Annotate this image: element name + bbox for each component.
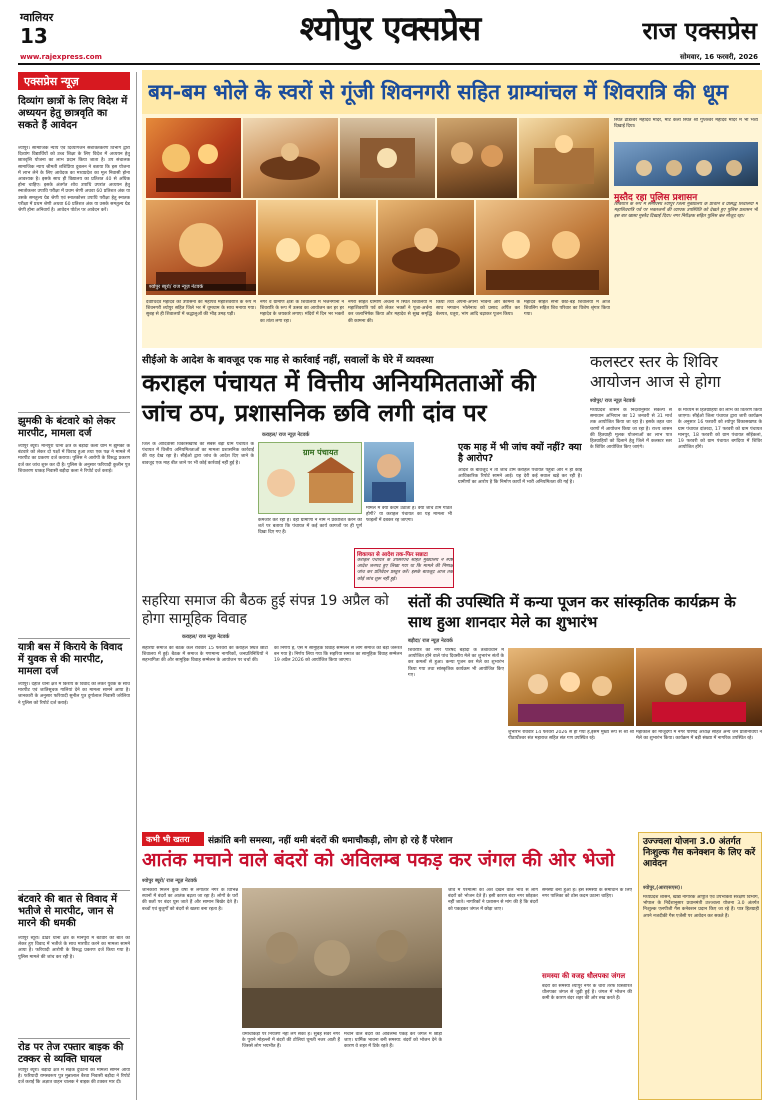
lead-headline: बम-बम भोले के स्वरों से गूंजी शिवनगरी सहित ग्राम्यांचल में शिवरात्रि की धूम: [148, 80, 729, 104]
lead-photo-1-art: [146, 118, 241, 198]
karahal-headline: कराहल पंचायत में वित्तीय अनियमितताओं की जांच ठप, प्रशासनिक छवि लगी दांव पर: [142, 369, 536, 427]
lead-photo-1: [146, 118, 241, 198]
monkey-byline: श्योपुर ब्यूरो/ राज न्यूज़ नेटवर्क: [142, 878, 197, 884]
lead-photo-5-art: [519, 118, 609, 198]
lead-body-3: नगरों सहित ग्रामीण अंचलों में स्थित शिवालयों में महाशिवरात्रि पर्व को लेकर भक्तों ने पूजा-अर्चना कर जलाभिषेक किया और महादेव से सुख समृद्धि की कामना की।: [348, 300, 432, 324]
cluster-byline: श्योपुर/ राज न्यूज़ नेटवर्क: [590, 398, 636, 404]
lead-photo-4: [437, 118, 517, 198]
karahal-kicker: सीईओ के आदेश के बावजूद एक माह से कार्रवाई नहीं, सवालों के घेरे में व्यवस्था: [142, 355, 434, 366]
divider: [18, 412, 130, 413]
lead-photo-3-art: [340, 118, 435, 198]
monkey-kicker-tag: कभी भी खतरा: [142, 832, 204, 846]
cluster-headline: कलस्टर स्तर के शिविर आयोजन आज से होगा: [590, 352, 721, 391]
masthead-city: ग्वालियर: [20, 11, 54, 24]
lead-photo-9-art: [476, 200, 609, 295]
monkey-photo: [242, 888, 442, 1028]
karahal-question-box: [458, 442, 582, 582]
divider: [18, 890, 130, 891]
cluster-story: [590, 352, 762, 588]
lead-photo-3: [340, 118, 435, 198]
lead-photo-4-art: [437, 118, 517, 198]
karahal-story: [142, 352, 582, 588]
lead-photo-7: [258, 200, 376, 295]
sahariya-headline: सहरिया समाज की बैठक हुई संपन्न 19 अप्रैल को होगा सामूहिक विवाह: [142, 593, 389, 627]
portrait-art: [364, 442, 414, 502]
monkey-body-6: बंदरों की समस्या श्योपुर नगर के चारों तरफ विस्तारित धौलपका जंगल से जुड़ी हुई है। जंगल में भोजन की कमी के कारण बंदर शहर की ओर रुख करते हैं।: [542, 984, 632, 1002]
monkey-kicker: संक्रांति बनी समस्या, नहीं थमी बंदरों की धमाचौकड़ी, लोग हो रहे हैं परेशान: [208, 836, 453, 846]
lead-body-4: किया तथा अपनी-अपनी भावना और कामना के साथ भगवान भोलेनाथ को प्रसाद अर्पित कर बेलपत्र, धतूरा, भांग आदि चढ़ाकर पूजन किया।: [436, 300, 520, 318]
karahal-question-head: एक माह में भी जांच क्यों नहीं? क्या है आरोप?: [458, 442, 582, 464]
left-story1-body: श्योपुर। सामाजिक न्याय एवं दिव्यांगजन सशक्तिकरण विभाग द्वारा दिव्यांग विद्यार्थियों को उच्च शिक्षा के लिए विदेश में अध्ययन हेतु छात्रवृत्ति योजना का लाभ प्रदान किया जाता है। उप संचालक सामाजिक न्याय श्रीमती शशिप्रिया दुबलन ने बताया कि इस योजना में लाभ लेने के लिए आवेदक का मध्यप्रदेश का मूल निवासी होना आवश्यक है। इसके साथ ही विद्यालय का प्रतिशत 40 से अधिक होना चाहिए। इसके अंतर्गत शोध उपाधि उपरांत अध्ययन हेतु स्नातोकत्तर उपाधि परीक्षा में प्रथम श्रेणी अथवा 60 प्रतिशत अंक या उसके समतुल्य ग्रेड श्रेणी एवं स्नातकोत्तर उपाधि परीक्षा हेतु स्नातक परीक्षा में प्रथम श्रेणी अथवा 60 प्रतिशत अंक या उसके समतुल्य ग्रेड श्रेणी होना अनिवार्य है। आवेदन पोर्टल पर आवेदन करें।: [18, 146, 130, 214]
cluster-body-1: मध्यप्रदेश शासन के निर्देशानुसार संकल्प से समाधान अभियान का 12 जनवरी से 31 मार्च तक आयोजित किया जा रहा है। इसके तहत चार चरणों में आयोजन किया जा रहा है। राज्य शासन की हितग्राही मूलक योजनाओं का लाभ पात्र हितग्राहियों को दिलाने हेतु जिले में कलस्टर स्तर के शिविर आयोजित किए जाएंगे।: [590, 408, 672, 451]
ujjwala-body: मध्यप्रदेश शासन, खाद्य नागरिक आपूर्ति एवं उपभोक्ता संरक्षण विभाग, भोपाल के निर्देशानुसार प्रधानमंत्री उज्ज्वला योजना 3.0 अंतर्गत निःशुल्क एलपीजी गैस कनेक्शन प्रदान किए जा रहे हैं। पात्र हितग्राही अपने नजदीकी गैस एजेंसी पर आवेदन कर सकते हैं।: [643, 895, 759, 919]
column-divider: [136, 72, 137, 1100]
gram-panchayat-graphic: [258, 442, 362, 514]
ujjwala-box: [638, 832, 762, 1100]
left-story5-body: श्योपुर ब्यूरो। बड़ौदा क्षेत्र में सड़क दुर्घटना का मामला सामने आया है। फरियादी रामस्वरूप पुत्र मुन्नालाल बैरवा निवासी बड़ौदा ने रिपोर्ट दर्ज कराई कि अज्ञात वाहन चालक ने बाइक की टक्कर मार दी।: [18, 1068, 130, 1086]
lead-photo-8: [378, 200, 474, 295]
kanya-caption-2: महाकाल की मौजूदगी में नगर परिषद अध्यक्ष सहित अन्य जन प्रतिनिधियों ने मेले का शुभारंभ किया। कार्यक्रम में बड़ी संख्या में नागरिक उपस्थित रहे।: [636, 730, 762, 742]
kanya-caption-1: शुभारंभ रविवार 14 फरवरी 2026 से हो गया है,इसमें मुख्य रूप से श्री श्री पीठाधीश्वर संत महाराज सहित संत गण उपस्थित रहे।: [508, 730, 634, 742]
ujjwala-byline: श्योपुर,(आरएसएस)।: [643, 885, 683, 891]
monkey-body-3: मचाने वाले बंदरों को अविलम्ब पकड़ कर जंगल में छोड़ा जाए। धार्मिक भावना बनी समस्या: बंदरों को भोजन देने के कारण वे शहर में टिके रहते हैं।: [344, 1032, 442, 1050]
karahal-portrait: [364, 442, 414, 502]
karahal-body-1: जिले के आदिवासी विकासखण्ड की सबसे बड़ी ग्राम पंचायत के पंचायत में वित्तीय अनियमितताओं का मामला प्रशासनिक कार्रवाई की राह देख रहा है। सीईओ द्वारा जांच के आदेश दिए जाने के बावजूद एक माह बीत जाने पर भी कोई कार्रवाई नहीं हुई है।: [142, 442, 254, 466]
gram-panchayat-label: ग्राम पंचायत: [303, 448, 339, 457]
left-story4-body: श्योपुर ब्यूरो। ढोंढर थाना क्षेत्र के मानपुरा में बंटवारे की बात को लेकर हुए विवाद में भतीजे के साथ मारपीट करने का मामला सामने आया है। फरियादी आरोपी के विरुद्ध प्रकरण दर्ज किया गया है। पुलिस मामले की जांच कर रही है।: [18, 936, 130, 960]
lead-photo-6-art: [146, 200, 256, 295]
brand-logo: राज एक्सप्रेस: [642, 17, 757, 45]
kanya-photo-2: [636, 648, 762, 726]
divider: [18, 1038, 130, 1039]
monkey-subhead: समस्या की वजह धौलपका जंगल: [542, 972, 626, 980]
lead-body-2: नगर व ग्रामीण क्षेत्रों के शिवालयों में भजनगानों ने शिवरात्रि के रूप में उत्सव का आयोजन कर हर हर महादेव के जयकारे लगाए। मंदिरों में दिन भर भक्तों का तांता लगा रहा।: [260, 300, 344, 324]
lead-photo-11: [614, 142, 758, 186]
left-story3-headline: यात्री बस में किराये के विवाद में युवक से की मारपीट, मामला दर्ज: [18, 642, 123, 677]
lead-body-5: महादेव सहित सभी छोटे-बड़े शिवालयों में आज शिवलिंग सहित शिव परिवार का विशेष श्रृंगार किया गया।: [524, 300, 610, 318]
lead-photo-2-art: [243, 118, 338, 198]
divider: [18, 638, 130, 639]
karahal-byline: कराहल/ राज न्यूज़ नेटवर्क: [262, 432, 310, 438]
website-url[interactable]: www.rajexpress.com: [20, 53, 102, 61]
police-subhead: मुस्तैद रहा पुलिस प्रशासन: [614, 193, 698, 203]
left-story3-body: श्योपुर। देहात थाना क्षेत्र में किराये के विवाद को लेकर युवक के साथ मारपीट एवं जातिसूचक गालियां देने का मामला सामने आया है। जानकारी के अनुसार फरियादी सुनील पुत्र दुर्गालाल निवासी जरेलिया ने पुलिस को रिपोर्ट दर्ज कराई।: [18, 682, 130, 706]
lead-photo-8-art: [378, 200, 474, 295]
kanya-byline: बड़ौदा/ राज न्यूज़ नेटवर्क: [408, 638, 453, 644]
sahariya-byline: कराहल/ राज न्यूज़ नेटवर्क: [182, 634, 230, 640]
complaint-box-head: शिकायत से आदेश तक-फिर सन्नाटा: [357, 552, 428, 558]
left-story2-body: श्योपुर ब्यूरो। मानपुरा थाना क्षेत्र के बड़ौदा कला ग्राम में झुमकी के बंटवारे को लेकर दो पक्षों में विवाद हुआ तथा एक पक्ष ने मामले में मारपीट का प्रकरण दर्ज कराया। पुलिस ने आरोपी के विरुद्ध प्रकरण दर्ज कर जांच शुरू कर दी है। पुलिस के अनुसार फरियादी कुलीन पुत्र शिवशरण धाकड़ निवासी बड़ौदा कला ने रिपोर्ट दर्ज कराई।: [18, 444, 130, 474]
left-story5-headline: रोड पर तेज रफ्तार बाइक की टक्कर से व्यक्ति घायल: [18, 1042, 124, 1065]
kanya-photo-1-art: [508, 648, 634, 726]
monkey-story: [142, 832, 632, 1100]
karahal-body-3: मामले में क्या कदम उठाता है। क्या जांच टीम गठित होगी? या कराहल पंचायत का यह मामला भी फाइलों में दबकर रह जाएगा।: [366, 506, 452, 524]
sahariya-body-1: सहरिया समाज की बैठक कल रविवार 15 फरवरी को कराहल स्थित छोटा शिवालय में हुई। बैठक में समाज के गणमान्य नागरिकों, जनप्रतिनिधियों ने सहभागिता की और सामूहिक विवाह सम्मेलन के आयोजन पर चर्चा की।: [142, 646, 268, 664]
section-label: एक्सप्रेस न्यूज़: [18, 72, 130, 90]
monkey-body-1: जानकारी मिलने कुछ वर्षों से लगातार नगर के विभिन्न स्थानों में बंदरों का आतंक बढ़ता जा रहा है। लोगों के घरों की छतों पर बंदर घुस जाते हैं और सामान बिखेर देते हैं। बच्चों एवं बुजुर्गों को बंदरों से खतरा बना रहता है।: [142, 888, 238, 912]
lead-photo-2: [243, 118, 338, 198]
left-story2-headline: झुमकी के बंटवारे को लेकर मारपीट, मामला दर्ज: [18, 416, 116, 439]
monkey-body-4: जीव में परमात्मा का अंश देखने वाले भाव से लोग बंदरों को भोजन देते हैं। इसी कारण बंदर नगर छोड़कर नहीं जाते। नागरिकों ने प्रशासन से मांग की है कि बंदरों को पकड़कर जंगल में छोड़ा जाए।: [448, 888, 538, 912]
monkey-photo-art: [242, 888, 442, 1028]
complaint-box-body: कराहल पंचायत के उपसरपंच सहित मुख्यालय ने स्पष्ट आदेश जनपद हुए लिखा गया था कि मामले की निष्पक्ष जांच कर प्रतिवेदन प्रस्तुत करें। इसके बावजूद आज तक कोई जांच शुरू नहीं हुई।: [357, 558, 453, 582]
kanya-photo-1: [508, 648, 634, 726]
monkey-body-2: धमाचौकड़ी पर नियंत्रण नहीं लग सका है। सुबह सवेरे नगर के पुराने मोहल्लों में बंदरों की टोलियां घूमती नजर आती हैं जिससे लोग भयभीत हैं।: [242, 1032, 340, 1050]
lead-body-1: देवाधिदेव महादेव की उपासना का महापर्व महाशिवरात्रि के रूप में शिवनगरी श्योपुर सहित जिले भर में धूमधाम के साथ मनाया गया। सुबह से ही शिवालयों में श्रद्धालुओं की भीड़ उमड़ पड़ी।: [146, 300, 256, 318]
lead-photo-7-art: [258, 200, 376, 295]
lead-story: [142, 70, 762, 348]
complaint-box: [354, 548, 454, 588]
left-column: [18, 72, 130, 1100]
masthead-rule: [18, 63, 760, 65]
police-body: शिवरात्रि के रूप में समीपस्थ श्योपुर जिला मुख्यालय के प्राचीन व प्रसिद्ध शिवालयों में महाशिवरात्रि पर्व पर भक्तजनों की व्यापक उपस्थिति को देखते हुए पुलिस प्रशासन भी इस बार खासा मुस्तैद दिखाई दिया। नगर निरीक्षक सहित पुलिस बल मौजूद रहा।: [614, 202, 758, 220]
sahariya-story: [142, 592, 402, 772]
issue-date: सोमवार, 16 फरवरी, 2026: [680, 53, 758, 61]
masthead-title: श्योपुर एक्सप्रेस: [299, 9, 481, 49]
kanya-headline: संतों की उपस्थिति में कन्या पूजन कर सांस्कृतिक कार्यक्रम के साथ हुआ शानदार मेले का शुभारंभ: [408, 593, 736, 631]
monkey-headline: आतंक मचाने वाले बंदरों को अविलम्ब पकड़ कर जंगल की ओर भेजो: [142, 849, 615, 871]
lead-photo-9: [476, 200, 609, 295]
karahal-body-2: कमजोर कर रही है। वहीं ग्रामीणों ने नाम न प्रकाशित करने की शर्त पर बताया कि पंचायत में कई कार्य कागजों पर ही पूर्ण दिखा दिए गए हैं।: [258, 518, 362, 536]
kanya-story: [408, 592, 762, 828]
lead-photo-caption: श्योपुर ब्यूरो/ राज न्यूज़ नेटवर्क: [146, 284, 256, 291]
left-story1-headline: दिव्यांग छात्रों के लिए विदेश में अध्ययन हेतु छात्रवृति का सकते हैं आवेदन: [18, 96, 128, 131]
karahal-question-body: आदेश के बावजूद न तो जांच टीम कराहल पंचायत पहुंची और न ही कोई आधिकारिक रिपोर्ट सामने आई। यह देरी कई सवाल खड़े कर रही है। ग्रामीणों का आरोप है कि निर्माण कार्यों में भारी अनियमितता की गई है।: [458, 468, 582, 486]
left-story4-headline: बंटवारे की बात से विवाद में भतीजे से मारपीट, जान से मारने की धमकी: [18, 894, 118, 929]
monkey-body-5: समस्या बना हुआ है। इस समस्या के समाधान के लिए नगर पालिका को ठोस कदम उठाना चाहिए।: [542, 888, 632, 900]
cluster-body-2: के माध्यम से हितग्राहियों को लाभ का वितरण किया जाएगा। सीईओ जिला पंचायत द्वारा जारी कार्यक्रम के अनुसार 16 फरवरी को श्योपुर विकासखण्ड के ग्राम पंचायत दांतरदा, 17 फरवरी को ग्राम पंचायत मानपुर, 18 फरवरी को ग्राम पंचायत सोंईकलां, 19 फरवरी को ग्राम पंचायत बगदिया में शिविर आयोजित होंगे।: [678, 408, 762, 451]
page-number: 13: [20, 24, 48, 48]
masthead: [0, 0, 778, 64]
kanya-body: शिवरात्रि को नगर परिषद बड़ौदा के तत्वावधान में आयोजित होने वाले पांच दिवसीय मेले का शुभारंभ संतों के कर कमलों से हुआ। कन्या पूजन कर मेले का शुभारंभ किया गया तथा सांस्कृतिक कार्यक्रम भी आयोजित किए गए।: [408, 648, 504, 678]
sahariya-body-2: का निर्णय है, ऐसे में सामूहिक विवाह सम्मेलन से लोग समाज की बड़ी जरूरत बन गया है। निर्णय लिया गया कि सहरिया समाज का सामूहिक विवाह सम्मेलन 19 अप्रैल 2026 को आयोजित किया जाएगा।: [274, 646, 402, 664]
lead-side-text: स्थित ढोडेश्वर महादेव मंदिर, मोटे कलां स्थित श्री गुप्तेश्वर महादेव मंदिर में भी भव्य दिखाई दिया।: [614, 118, 758, 130]
kanya-photo-2-art: [636, 648, 762, 726]
lead-photo-11-art: [614, 142, 758, 186]
ujjwala-headline: उज्ज्वला योजना 3.0 अंतर्गत निःशुल्क गैस कनेक्शन के लिए करें आवेदन: [643, 837, 756, 869]
lead-photo-5: [519, 118, 609, 198]
lead-photo-6: [146, 200, 256, 295]
